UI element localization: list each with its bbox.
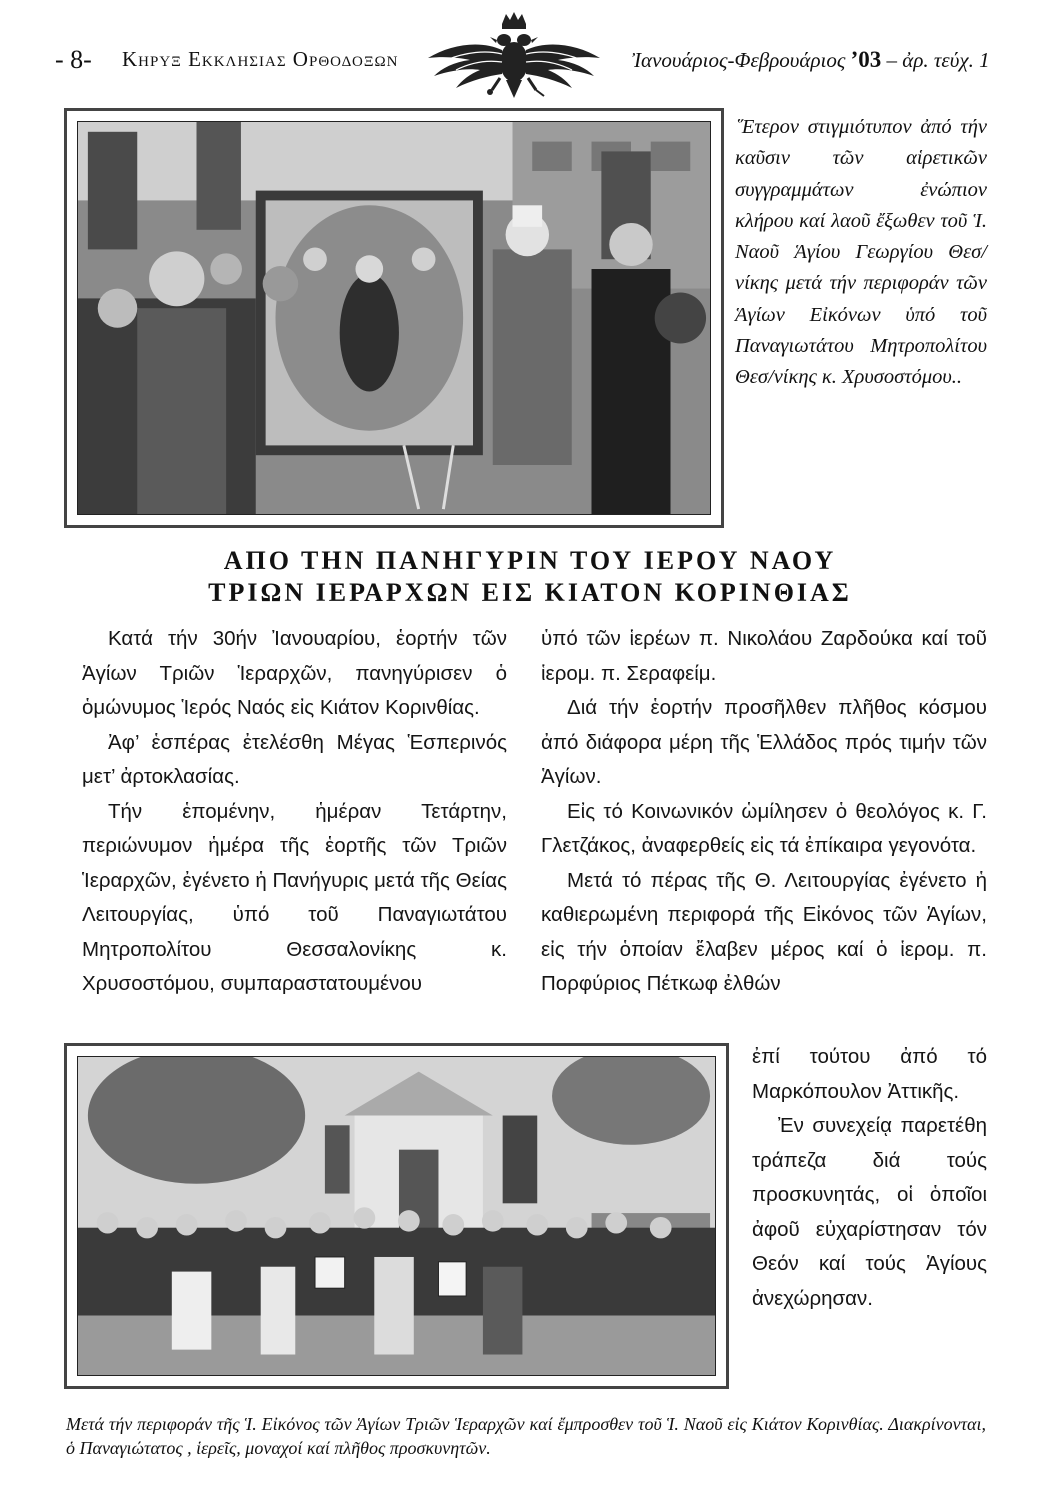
- photo1-caption: ῞Ετερον στιγμιότυπον ἀπό τήν καῦσιν τῶν αἱρετικῶν συγγραμμάτων ἐνώπιον κλήρου καί λαοῦ ἔξωθεν τοῦ Ἱ. Ναοῦ Ἁγίου Γεωργίου Θεσ/νίκης μετά τήν περιφοράν τῶν Ἁγίων Εἰκόνων ὑπό τοῦ Παναγιωτάτου Μητροπολίτου Θεσ/νίκης κ. Χρυσοστόμου..: [735, 116, 987, 389]
- headline-line-2: ΤΡΙΩΝ ΙΕΡΑΡΧΩΝ ΕΙΣ ΚΙΑΤΟΝ ΚΟΡΙΝΘΙΑΣ: [208, 578, 852, 607]
- paragraph-6: Μετά τό πέρας τῆς Θ. Λειτουργίας ἐγένετο ἡ καθιερωμένη περιφορά τῆς Εἰκόνος τῶν Ἁγίων, εἰς τήν ὁποίαν ἔλαβεν μέρος καί ὁ ἱερομ. π. Πορφύριος Πέτκωφ ἐλθών: [541, 868, 987, 995]
- paragraph-1: Κατά τήν 30ήν Ἰανουαρίου, ἑορτήν τῶν Ἁγίων Τριῶν Ἱεραρχῶν, πανηγύρισεν ὁ ὁμώνυμος Ἱερός Ναός εἰς Κιάτον Κορινθίας.: [82, 627, 507, 719]
- issue-year: ’03: [850, 47, 882, 72]
- paragraph-4: Διά τήν ἑορτήν προσῆλθεν πλῆθος κόσμου ἀπό διάφορα μέρη τῆς Ἑλλάδος πρός τιμήν τῶν Ἁγίων.: [541, 696, 987, 788]
- article-column-3: [752, 1040, 987, 1316]
- issue-months: Ἰανουάριος-Φεβρουάριος: [632, 48, 846, 72]
- paragraph-6-continued: ἐπί τούτου ἀπό τό Μαρκόπουλον Ἀττικῆς.: [752, 1045, 987, 1103]
- photo-icon-procession: [64, 108, 724, 528]
- article-column-1: [82, 622, 507, 1002]
- paragraph-7: Ἐν συνεχείᾳ παρετέθη τράπεζα διά τούς προσκυνητάς, οἱ ὁποῖοι ἀφοῦ εὐχαρίστησαν τόν Θεόν καί τούς Ἁγίους ἀνεχώρησαν.: [752, 1114, 987, 1310]
- double-headed-eagle-emblem: [426, 10, 602, 100]
- paragraph-3: Τήν ἑπομένην, ἡμέραν Τετάρτην, περιώνυμον ἡμέρα τῆς ἑορτῆς τῶν Τριῶν Ἱεραρχῶν, ἐγένετο ἡ Πανήγυρις μετά τῆς Θείας Λειτουργίας, ὑπό τοῦ Παναγιωτάτου Μητροπολίτου Θεσσαλονίκης κ. Χρυσοστόμου, συμπαραστατουμένου: [82, 799, 507, 995]
- article-headline: [70, 545, 990, 609]
- photo-church-group: [64, 1043, 729, 1389]
- article-column-2: [541, 622, 987, 1002]
- page-number: - 8-: [55, 45, 92, 74]
- paragraph-3-continued: ὑπό τῶν ἱερέων π. Νικολάου Ζαρδούκα καί τοῦ ἱερομ. π. Σεραφείμ.: [541, 627, 987, 685]
- photo2-caption: Μετά τήν περιφοράν τῆς Ἱ. Εἰκόνος τῶν Ἁγίων Τριῶν Ἱεραρχῶν καί ἔμπροσθεν τοῦ Ἱ. Ναοῦ εἰς Κιάτον Κορινθίας. Διακρίνονται, ὁ Παναγιώτατος , ἱερεῖς, μοναχοί καί πλῆθος προσκυνητῶν.: [66, 1414, 986, 1458]
- publication-title: Κηρυξ Εκκλησιας Ορθοδοξων: [122, 47, 399, 71]
- headline-line-1: ΑΠΟ ΤΗΝ ΠΑΝΗΓΥΡΙΝ ΤΟΥ ΙΕΡΟΥ ΝΑΟΥ: [223, 546, 837, 575]
- paragraph-5: Εἰς τό Κοινωνικόν ὡμίλησεν ὁ θεολόγος κ. Γ. Γλετζάκος, ἀναφερθείς εἰς τά ἐπίκαιρα γεγονότα.: [541, 799, 987, 857]
- issue-info: [632, 47, 990, 73]
- issue-number: – ἀρ. τεύχ. 1: [886, 48, 990, 72]
- paragraph-2: Ἀφ’ ἑσπέρας ἐτελέσθη Μέγας Ἑσπερινός μετ’ ἀρτοκλασίας.: [82, 730, 507, 788]
